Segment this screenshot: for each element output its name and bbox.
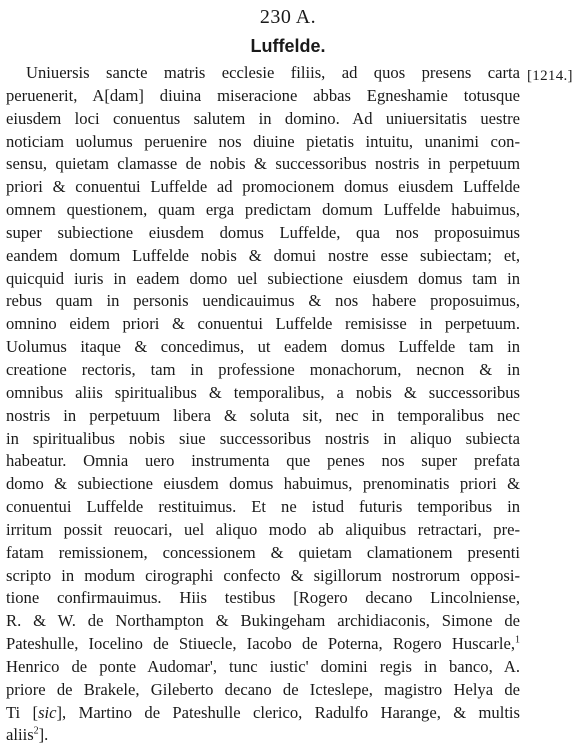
- text-line: in spiritualibus nobis siue successoribus nostris in aliquo subiecta: [6, 428, 520, 448]
- text-line: domo & subiectione eiusdem domus habuimus, prenominatis priori &: [6, 474, 520, 494]
- text-line: omnibus aliis spiritualibus & temporalibus, a nobis & successoribus: [6, 382, 520, 402]
- text-line-with-footnote: [6, 633, 520, 656]
- text-line: peruenerit, A[dam] diuina miseracione abbas Egneshamie totusque: [6, 85, 520, 105]
- margin-date: [1214.]: [527, 68, 573, 84]
- text-line: omnino eidem priori & conuentui Luffelde remisisse in perpetuum.: [6, 314, 520, 334]
- text-line: habeatur. Omnia uero instrumenta que penes nos super prefata: [6, 451, 520, 471]
- text-segment: aliis: [6, 725, 34, 745]
- text-line: sensu, quietam clamasse de nobis & successoribus nostris in perpetuum: [6, 154, 520, 174]
- text-line: Uniuersis sancte matris ecclesie filiis, ad quos presens carta: [26, 63, 520, 82]
- text-line: conuentui Luffelde restituimus. Et ne istud futuris temporibus in: [6, 497, 520, 517]
- text-line: priori & conuentui Luffelde ad promocionem domus eiusdem Luffelde: [6, 177, 520, 197]
- text-line: fatam remissionem, concessionem & quietam clamationem presenti: [6, 542, 520, 562]
- text-line-final: [6, 724, 520, 747]
- text-line: irritum possit reuocari, uel aliquo modo ab aliquibus retractari, pre-: [6, 519, 520, 539]
- charter-number: 230 A.: [259, 6, 317, 28]
- text-line: Uolumus itaque & concedimus, ut eadem domus Luffelde tam in: [6, 337, 520, 357]
- text-line: rebus quam in personis uendicauimus & nos habere proposuimus,: [6, 291, 520, 311]
- text-segment: Ti [: [6, 702, 39, 722]
- text-line: tione confirmauimus. Hiis testibus [Rogero decano Lincolniense,: [6, 588, 520, 608]
- charter-text: [6, 62, 520, 747]
- text-line: R. & W. de Northampton & Bukingeham archidiaconis, Simone de: [6, 611, 520, 631]
- text-line: scripto in modum cirographi confecto & sigillorum nostrorum opposi-: [6, 565, 520, 585]
- text-line: Henrico de ponte Audomar', tunc iustic' domini regis in banco, A.: [6, 656, 520, 676]
- sic-note: sic: [38, 702, 57, 722]
- text-line: omnem questionem, quam erga predictam domum Luffelde habuimus,: [6, 200, 520, 220]
- text-line: priore de Brakele, Gileberto decano de Icteslepe, magistro Helya de: [6, 679, 520, 699]
- text-line: noticiam uolumus peruenire nos diuine pietatis intuitu, unanimi con-: [6, 131, 520, 151]
- footnote-marker: 1: [515, 634, 520, 646]
- charter-title: Luffelde.: [250, 36, 326, 56]
- text-line: eandem domum Luffelde nobis & domui nostre esse subiectam; et,: [6, 245, 520, 265]
- footnote-marker: 2: [33, 725, 39, 737]
- text-line-with-sic: [6, 702, 520, 725]
- text-line: nostris in perpetuum libera & soluta sit, nec in temporalibus nec: [6, 405, 520, 425]
- text-line: eiusdem loci conuentus salutem in domino. Ad uniuersitatis uestre: [6, 108, 520, 128]
- text-line: quicquid iuris in eadem domo uel subiectione eiusdem domus tam in: [6, 268, 520, 288]
- text-line: super subiectione eiusdem domus Luffelde, qua nos proposuimus: [6, 222, 520, 242]
- text-line: creatione rectoris, tam in professione monachorum, necnon & in: [6, 359, 520, 379]
- text-segment: ].: [38, 725, 49, 745]
- text-segment: ], Martino de Pateshulle clerico, Radulfo Harange, & multis: [56, 702, 521, 722]
- text-segment: Pateshulle, Iocelino de Stiuecle, Iacobo de Poterna, Rogero Huscarle,: [6, 634, 515, 654]
